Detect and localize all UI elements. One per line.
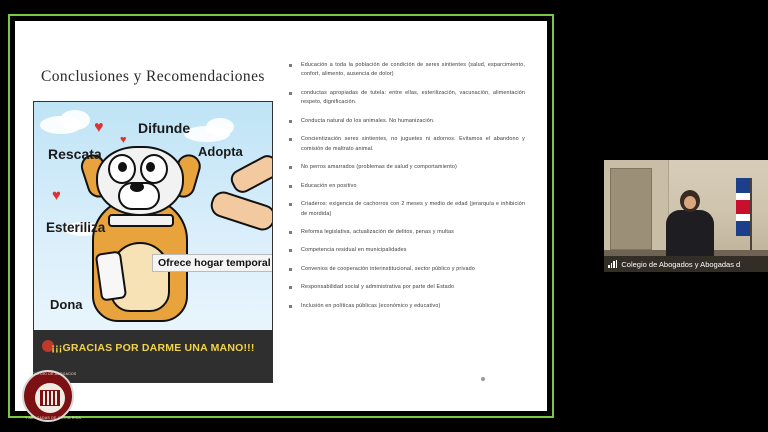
dog-nose-shape [130, 182, 144, 192]
poster-word-rescata: Rescata [48, 146, 102, 162]
heart-icon: ♥ [120, 134, 127, 146]
poster-word-difunde: Difunde [138, 120, 191, 136]
list-item: Convenios de cooperación interinstitucional, sector público y privado [287, 265, 525, 274]
presentation-slide [15, 21, 547, 411]
poster-word-adopta: Adopta [198, 144, 243, 159]
list-item: Conducta natural do los animales. No humanización. [287, 117, 525, 126]
dog-pupil-shape [118, 162, 127, 172]
list-item: Reforma legislativa, actualización de delitos, penas y multas [287, 228, 525, 237]
heart-icon: ♥ [94, 119, 104, 136]
organization-logo [14, 370, 92, 422]
slide-marker-dot [481, 377, 485, 381]
poster-image [33, 101, 273, 383]
poster-word-dona: Dona [50, 297, 83, 312]
list-item: Competencia residual en municipalidades [287, 246, 525, 255]
book-icon [40, 390, 60, 406]
list-item: Educación a toda la población de condición de seres sintientes (salud, esparcimiento, confort, alimento, ausencia de dolor) [287, 61, 525, 80]
poster-word-hogar-temporal: Ofrece hogar temporal [152, 254, 273, 272]
screen-share-frame [8, 14, 554, 418]
list-item: Criaderos: exigencia de cachorros con 2 meses y medio de edad (jerarquía e inhibición de mordida) [287, 200, 525, 219]
presenter-face [684, 196, 696, 209]
list-item: No perros amarrados (problemas de salud y comportamiento) [287, 163, 525, 172]
seal-inner [35, 383, 65, 413]
slide-bullet-list [287, 61, 525, 320]
heart-icon: ♥ [52, 187, 61, 204]
cloud-shape [60, 110, 90, 130]
list-item: Concientización seres sintientes, no juguetes ni adornos. Evitamos el abandono y comisión de maltrato animal. [287, 135, 525, 154]
list-item: Inclusión en políticas públicas (económico y educativo) [287, 302, 525, 311]
cloud-shape [206, 118, 234, 136]
poster-word-esteriliza: Esteriliza [46, 220, 106, 235]
dog-pupil-shape [146, 162, 155, 172]
participant-name: Colegio de Abogados y Abogadas d [621, 259, 741, 269]
list-item: Responsabilidad social y administrativa por parte del Estado [287, 283, 525, 292]
seal-icon [22, 370, 74, 422]
participant-video-tile[interactable] [604, 160, 768, 272]
dog-collar-shape [108, 214, 174, 227]
slide-title: Conclusiones y Recomendaciones [41, 68, 265, 85]
flag-pole-shape [750, 178, 752, 252]
signal-strength-icon [608, 260, 617, 268]
logo-text-bottom: Y ABOGADAS DE COSTA RICA [24, 416, 82, 420]
logo-text-top: COLEGIO DE ABOGADOS [29, 372, 77, 376]
list-item: conductas apropiadas de tutela: entre ellas, esterilización, vacunación, alimentación respeto, dignificación. [287, 89, 525, 108]
room-door [610, 168, 652, 250]
poster-caption: ¡¡¡GRACIAS POR DARME UNA MANO!!! [51, 342, 255, 354]
presenter-body [666, 210, 714, 256]
list-item: Educación en positivo [287, 182, 525, 191]
participant-name-bar [604, 256, 768, 272]
